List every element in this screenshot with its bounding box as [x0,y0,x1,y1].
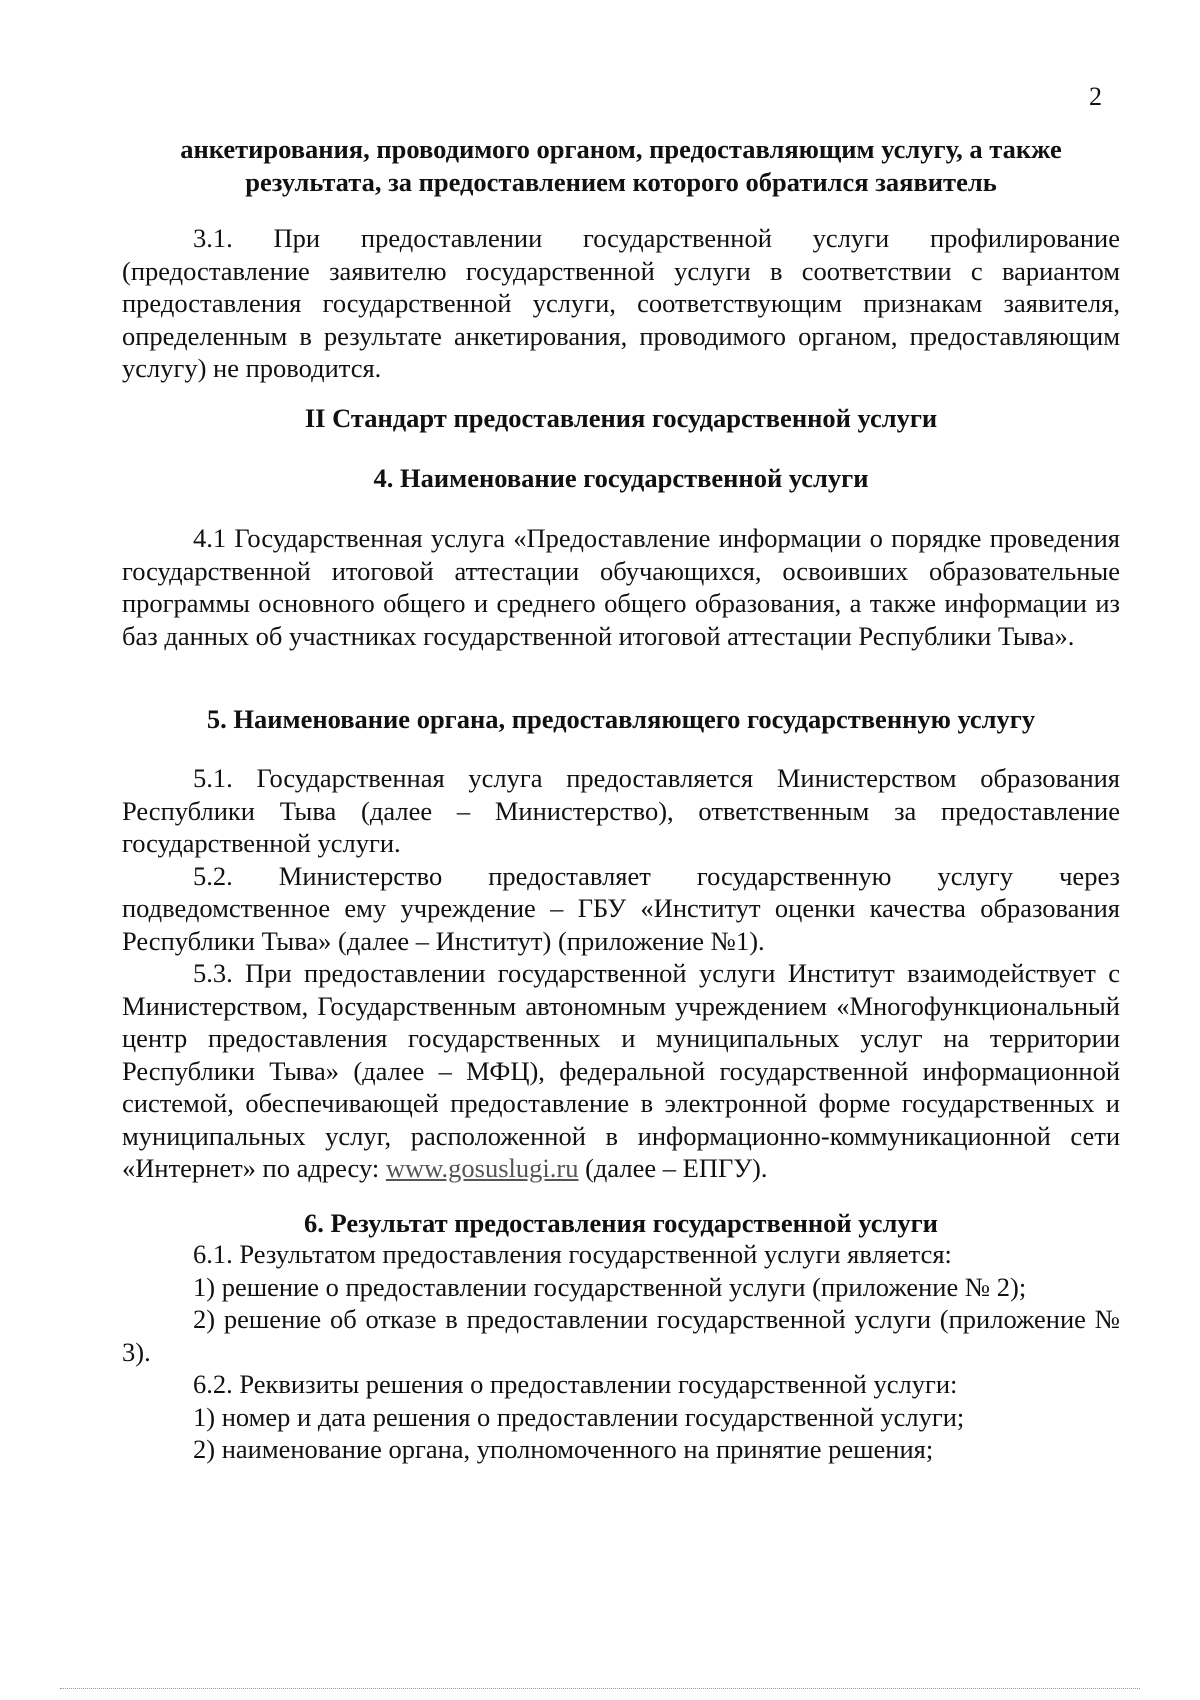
section-6-title: 6. Результат предоставления государственной услуги [304,1208,938,1238]
scan-bottom-edge [60,1688,1140,1689]
paragraph-4-1-block [122,522,1120,652]
paragraph-5-3-text: 5.3. При предоставлении государственной услуги Институт взаимодействует с Министерством, Государственным автономным учреждением «Многофункциональный центр предоставления государственных и муниципальных услуг на территории Республики Тыва» (далее – МФЦ), федеральной государственной информационной системой, обеспечивающей предоставление в электронной форме государственных и муниципальных услуг, расположенной в информационно-коммуникационной сети «Интернет» по адресу: [122,958,1120,1183]
paragraph-3-1-block [122,222,1120,385]
paragraph-3-1: 3.1. При предоставлении государственной услуги профилирование (предоставление заявителю государственной услуги в соответствии с вариантом предоставления государственной услуги, соответствующим признакам заявителя, определенным в результате анкетирования, проводимого органом, предоставляющим услугу) не проводится. [122,223,1120,383]
paragraph-5-1: 5.1. Государственная услуга предоставляется Министерством образования Республики Тыва (далее – Министерство), ответственным за предоставление государственной услуги. [122,763,1120,858]
section-2-title: II Стандарт предоставления государственной услуги [304,403,938,433]
paragraph-6-2: 6.2. Реквизиты решения о предоставлении государственной услуги: [193,1369,958,1399]
paragraph-6-1-item-2: 2) решение об отказе в предоставлении государственной услуги (приложение № 3). [122,1304,1120,1367]
section-5-body [122,762,1120,1185]
heading-top-line1: анкетирования, проводимого органом, предоставляющим услугу, а также [180,134,1062,164]
section-4-title: 4. Наименование государственной услуги [373,463,869,493]
paragraph-4-1: 4.1 Государственная услуга «Предоставление информации о порядке проведения государственной итоговой аттестации обучающихся, освоивших образовательные программы основного общего и среднего общего образования, а также информации из баз данных об участниках государственной итоговой аттестации Республики Тыва». [122,523,1120,651]
paragraph-6-1-item-1: 1) решение о предоставлении государственной услуги (приложение № 2); [193,1271,1027,1302]
section-5-title: 5. Наименование органа, предоставляющего государственную услугу [206,704,1036,734]
gosuslugi-link[interactable]: www.gosuslugi.ru [385,1153,579,1183]
heading-top-line2: результата, за предоставлением которого обратился заявитель [245,166,997,197]
paragraph-6-2-item-1: 1) номер и дата решения о предоставлении государственной услуги; [193,1401,965,1432]
paragraph-5-3-tail: (далее – ЕПГУ). [578,1153,768,1183]
paragraph-5-3 [122,957,1120,1185]
page-number: 2 [1089,82,1102,111]
paragraph-6-1: 6.1. Результатом предоставления государственной услуги является: [193,1239,952,1269]
paragraph-6-2-item-2: 2) наименование органа, уполномоченного на принятие решения; [193,1434,934,1464]
heading-top [122,133,1120,198]
paragraph-5-2: 5.2. Министерство предоставляет государственную услугу через подведомственное ему учреждение – ГБУ «Институт оценки качества образования Республики Тыва» (далее – Институт) (приложение №1). [122,860,1120,956]
section-6-body [122,1238,1120,1466]
